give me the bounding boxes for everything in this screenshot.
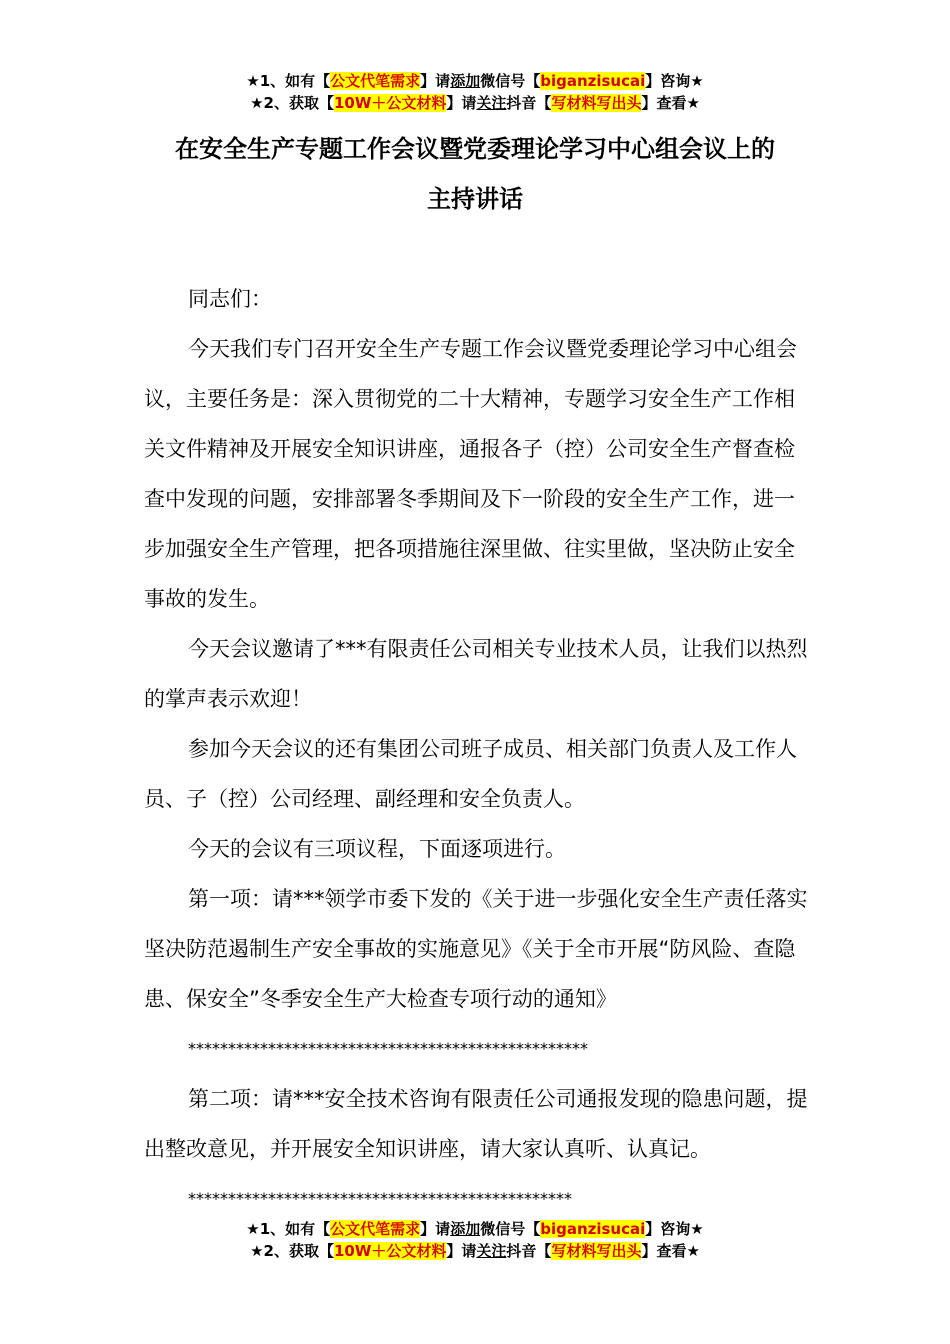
paragraph-attendees: 参加今天会议的还有集团公司班子成员、相关部门负责人及工作人员、子（控）公司经理、副经理和安全负责人。 bbox=[144, 737, 797, 811]
paragraph-intro: 今天我们专门召开安全生产专题工作会议暨党委理论学习中心组会议，主要任务是：深入贯彻党的二十大精神，专题学习安全生产工作相关文件精神及开展安全知识讲座，通报各子（控）公司安全生产督查检查中发现的问题，安排部署冬季期间及下一阶段的安全生产工作，进一步加强安全生产管理，把各项措施往深里做、往实里做，坚决防止安全事故的发生。 bbox=[144, 337, 797, 611]
title-line-1: 在安全生产专题工作会议暨党委理论学习中心组会议上的 bbox=[175, 135, 775, 163]
highlight-service: 公文代笔需求 bbox=[330, 1220, 421, 1238]
document-title bbox=[120, 124, 830, 224]
promo-line-1: ★1、如有【公文代笔需求】请添加微信号【biganzisucai】咨询★ bbox=[246, 72, 704, 90]
paragraph-agenda: 今天的会议有三项议程，下面逐项进行。 bbox=[188, 837, 566, 861]
promo-line-2: ★2、获取【10W＋公文材料】请关注抖音【写材料写出头】查看★ bbox=[250, 94, 700, 112]
promo-header bbox=[0, 70, 950, 114]
promo-line-1: ★1、如有【公文代笔需求】请添加微信号【biganzisucai】咨询★ bbox=[246, 1220, 704, 1238]
title-line-2: 主持讲话 bbox=[427, 185, 523, 213]
paragraph-item-1: 第一项：请***领学市委下发的《关于进一步强化安全生产责任落实坚决防范遏制生产安全事故的实施意见》《关于全市开展“防风险、查隐患、保安全”冬季安全生产大检查专项行动的通知》 bbox=[144, 887, 808, 1011]
separator-2: ************************************************ bbox=[188, 1189, 572, 1208]
document-body bbox=[144, 274, 814, 1224]
salutation: 同志们： bbox=[188, 287, 272, 311]
promo-line-2: ★2、获取【10W＋公文材料】请关注抖音【写材料写出头】查看★ bbox=[250, 1242, 700, 1260]
promo-footer bbox=[0, 1218, 950, 1262]
paragraph-item-2: 第二项：请***安全技术咨询有限责任公司通报发现的隐患问题，提出整改意见，并开展安全知识讲座，请大家认真听、认真记。 bbox=[144, 1087, 808, 1161]
separator-1: ************************************************** bbox=[188, 1039, 588, 1058]
highlight-materials: 10W＋公文材料 bbox=[333, 94, 447, 112]
highlight-service: 公文代笔需求 bbox=[330, 72, 421, 90]
highlight-douyin: 写材料写出头 bbox=[551, 94, 642, 112]
highlight-douyin: 写材料写出头 bbox=[551, 1242, 642, 1260]
paragraph-guests: 今天会议邀请了***有限责任公司相关专业技术人员，让我们以热烈的掌声表示欢迎！ bbox=[144, 637, 808, 711]
highlight-wechat-id: biganzisucai bbox=[540, 1220, 646, 1238]
highlight-materials: 10W＋公文材料 bbox=[333, 1242, 447, 1260]
highlight-wechat-id: biganzisucai bbox=[540, 72, 646, 90]
